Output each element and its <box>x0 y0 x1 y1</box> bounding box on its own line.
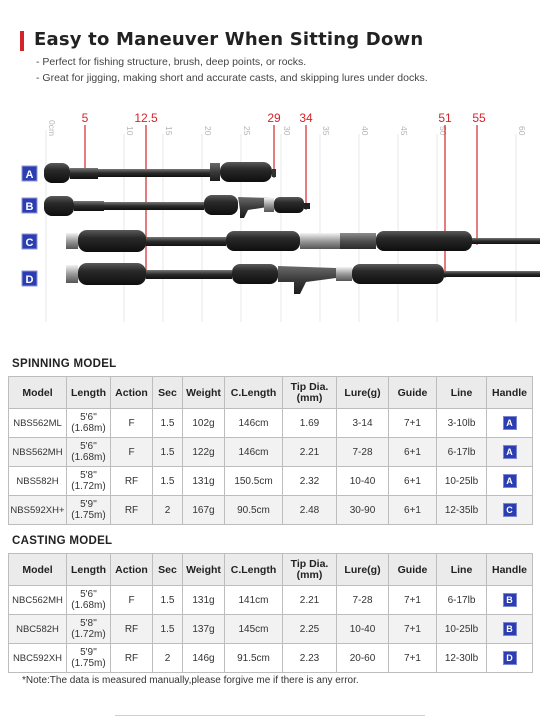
header-guide: Guide <box>389 554 437 586</box>
length-meters: (1.75m) <box>71 510 106 521</box>
rod-c <box>66 230 540 252</box>
cell-tip: 2.32 <box>283 467 337 496</box>
cell-clength: 146cm <box>225 409 283 438</box>
table-row <box>9 586 533 615</box>
length-feet: 5'6'' <box>80 412 97 423</box>
cell-handle <box>487 644 533 673</box>
cell-model: NBC582H <box>9 615 67 644</box>
cell-tip: 2.21 <box>283 586 337 615</box>
length-meters: (1.68m) <box>71 600 106 611</box>
cell-guide: 7+1 <box>389 586 437 615</box>
header-lure: Lure(g) <box>337 377 389 409</box>
cell-model: NBS562ML <box>9 409 67 438</box>
cell-handle <box>487 438 533 467</box>
handle-badge: D <box>503 651 517 665</box>
header-clength: C.Length <box>225 377 283 409</box>
cell-lure: 20-60 <box>337 644 389 673</box>
table-header-row <box>9 377 533 409</box>
cell-clength: 91.5cm <box>225 644 283 673</box>
handle-badge: B <box>503 593 517 607</box>
feature-bullets <box>36 54 428 86</box>
ruler-label: 25 <box>242 126 252 136</box>
cell-clength: 146cm <box>225 438 283 467</box>
cell-action: RF <box>111 496 153 525</box>
rod-badge-label: B <box>25 201 34 213</box>
table-row <box>9 496 533 525</box>
rod-b <box>44 195 310 218</box>
cell-tip: 2.21 <box>283 438 337 467</box>
page-title: Easy to Maneuver When Sitting Down <box>34 29 424 50</box>
header-length: Length <box>67 554 111 586</box>
rod-badge-label: D <box>25 274 34 286</box>
header-line: Line <box>437 554 487 586</box>
cell-line: 12-35lb <box>437 496 487 525</box>
header-action: Action <box>111 377 153 409</box>
spinning-table <box>8 376 533 525</box>
cell-length <box>67 409 111 438</box>
length-meters: (1.68m) <box>71 423 106 434</box>
cell-guide: 6+1 <box>389 496 437 525</box>
handle-badge: A <box>503 416 517 430</box>
cell-line: 6-17lb <box>437 586 487 615</box>
marker-label: 29 <box>267 111 281 125</box>
ruler-label: 45 <box>399 126 409 136</box>
header-action: Action <box>111 554 153 586</box>
header-weight: Weight <box>183 377 225 409</box>
handle-diagram <box>0 100 540 340</box>
cell-weight: 102g <box>183 409 225 438</box>
cell-line: 12-30lb <box>437 644 487 673</box>
cell-handle <box>487 496 533 525</box>
table-row <box>9 644 533 673</box>
header-sec: Sec <box>153 377 183 409</box>
cell-model: NBS582H <box>9 467 67 496</box>
cell-handle <box>487 615 533 644</box>
cell-sec: 1.5 <box>153 409 183 438</box>
length-meters: (1.72m) <box>71 629 106 640</box>
cell-tip: 2.48 <box>283 496 337 525</box>
length-feet: 5'9'' <box>80 647 97 658</box>
handle-badge: A <box>503 474 517 488</box>
length-feet: 5'6'' <box>80 441 97 452</box>
cell-handle <box>487 409 533 438</box>
handle-badge: B <box>503 622 517 636</box>
marker-label: 51 <box>438 111 452 125</box>
table-row <box>9 409 533 438</box>
rod-a <box>44 162 276 183</box>
cell-clength: 141cm <box>225 586 283 615</box>
ruler-label: 60 <box>517 126 527 136</box>
length-meters: (1.75m) <box>71 658 106 669</box>
cell-lure: 10-40 <box>337 615 389 644</box>
footer-divider <box>115 715 425 716</box>
cell-model: NBC562MH <box>9 586 67 615</box>
length-feet: 5'8'' <box>80 470 97 481</box>
cell-sec: 1.5 <box>153 586 183 615</box>
cell-tip: 1.69 <box>283 409 337 438</box>
cell-line: 10-25lb <box>437 467 487 496</box>
cell-sec: 2 <box>153 496 183 525</box>
table-row <box>9 615 533 644</box>
header-clength: C.Length <box>225 554 283 586</box>
cell-weight: 131g <box>183 586 225 615</box>
handle-badge: A <box>503 445 517 459</box>
table-header-row <box>9 554 533 586</box>
spinning-section-title: SPINNING MODEL <box>12 358 117 370</box>
cell-sec: 2 <box>153 644 183 673</box>
cell-length <box>67 496 111 525</box>
cell-length <box>67 644 111 673</box>
length-feet: 5'8'' <box>80 618 97 629</box>
ruler-label: 35 <box>321 126 331 136</box>
cell-weight: 137g <box>183 615 225 644</box>
cell-weight: 167g <box>183 496 225 525</box>
cell-lure: 3-14 <box>337 409 389 438</box>
ruler-label: 30 <box>282 126 292 136</box>
header-handle: Handle <box>487 554 533 586</box>
table-row <box>9 438 533 467</box>
header-handle: Handle <box>487 377 533 409</box>
ruler-label: 10 <box>125 126 135 136</box>
disclaimer-note: *Note:The data is measured manually,please forgive me if there is any error. <box>22 675 359 686</box>
cell-sec: 1.5 <box>153 615 183 644</box>
ruler-label: 20 <box>203 126 213 136</box>
cell-weight: 146g <box>183 644 225 673</box>
cell-line: 3-10lb <box>437 409 487 438</box>
length-feet: 5'6'' <box>80 589 97 600</box>
cell-guide: 7+1 <box>389 644 437 673</box>
cell-length <box>67 586 111 615</box>
cell-model: NBC592XH <box>9 644 67 673</box>
cell-action: RF <box>111 615 153 644</box>
cell-clength: 90.5cm <box>225 496 283 525</box>
cell-sec: 1.5 <box>153 438 183 467</box>
table-row <box>9 467 533 496</box>
header-weight: Weight <box>183 554 225 586</box>
cell-guide: 6+1 <box>389 438 437 467</box>
marker-label: 12.5 <box>134 111 158 125</box>
cell-length <box>67 615 111 644</box>
cell-tip: 2.23 <box>283 644 337 673</box>
title-accent-bar <box>20 31 24 51</box>
cell-sec: 1.5 <box>153 467 183 496</box>
cell-handle <box>487 467 533 496</box>
cell-guide: 6+1 <box>389 467 437 496</box>
header-sec: Sec <box>153 554 183 586</box>
cell-length <box>67 438 111 467</box>
marker-label: 34 <box>299 111 313 125</box>
casting-table <box>8 553 533 673</box>
casting-section-title: CASTING MODEL <box>12 535 113 547</box>
rod-badge-label: A <box>25 169 34 181</box>
header-tip: Tip Dia. (mm) <box>283 554 337 586</box>
cell-clength: 145cm <box>225 615 283 644</box>
cell-lure: 10-40 <box>337 467 389 496</box>
cell-guide: 7+1 <box>389 409 437 438</box>
header-tip: Tip Dia. (mm) <box>283 377 337 409</box>
cell-lure: 7-28 <box>337 438 389 467</box>
marker-label: 5 <box>81 111 89 125</box>
rod-d <box>66 263 540 294</box>
header-lure: Lure(g) <box>337 554 389 586</box>
bullet-item: - Perfect for fishing structure, brush, deep points, or rocks. <box>36 56 307 68</box>
cell-action: RF <box>111 467 153 496</box>
ruler-label: 15 <box>164 126 174 136</box>
length-meters: (1.72m) <box>71 481 106 492</box>
rod-badge-label: C <box>25 237 34 249</box>
handle-badge: C <box>503 503 517 517</box>
ruler-label: 40 <box>360 126 370 136</box>
cell-tip: 2.25 <box>283 615 337 644</box>
header-model: Model <box>9 377 67 409</box>
cell-line: 6-17lb <box>437 438 487 467</box>
length-feet: 5'9'' <box>80 499 97 510</box>
header-line: Line <box>437 377 487 409</box>
cell-weight: 131g <box>183 467 225 496</box>
cell-model: NBS562MH <box>9 438 67 467</box>
cell-action: F <box>111 438 153 467</box>
cell-action: F <box>111 409 153 438</box>
ruler-label: 0cm <box>47 120 57 137</box>
cell-length <box>67 467 111 496</box>
cell-weight: 122g <box>183 438 225 467</box>
cell-guide: 7+1 <box>389 615 437 644</box>
cell-model: NBS592XH+ <box>9 496 67 525</box>
header-length: Length <box>67 377 111 409</box>
header-guide: Guide <box>389 377 437 409</box>
header-model: Model <box>9 554 67 586</box>
cell-lure: 30-90 <box>337 496 389 525</box>
bullet-item: - Great for jigging, making short and accurate casts, and skipping lures under docks. <box>36 72 428 84</box>
cell-lure: 7-28 <box>337 586 389 615</box>
length-meters: (1.68m) <box>71 452 106 463</box>
cell-handle <box>487 586 533 615</box>
cell-clength: 150.5cm <box>225 467 283 496</box>
cell-action: RF <box>111 644 153 673</box>
cell-line: 10-25lb <box>437 615 487 644</box>
ruler-label: 50 <box>438 126 448 136</box>
cell-action: F <box>111 586 153 615</box>
marker-label: 55 <box>472 111 486 125</box>
